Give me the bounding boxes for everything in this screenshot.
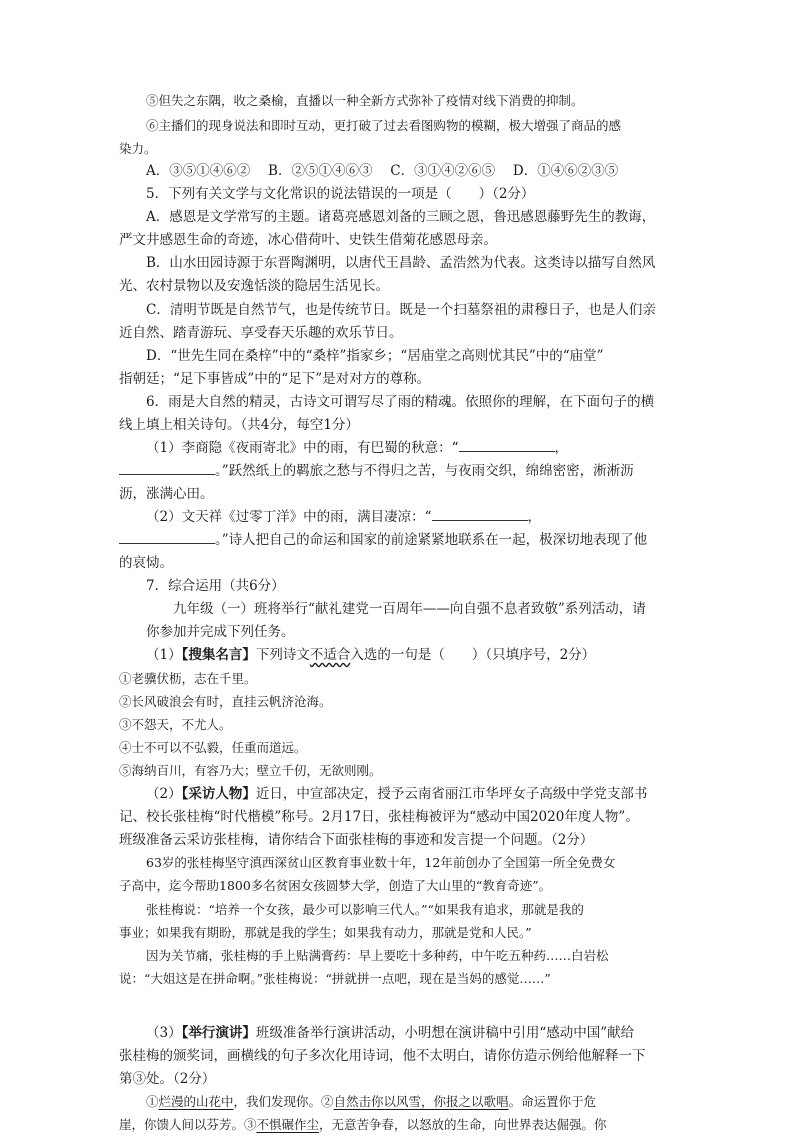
text-line: 说：“大姐这是在拼命啊。”张桂梅说：“拼就拼一点吧，现在是当妈的感觉……” bbox=[119, 971, 551, 986]
quote-line bbox=[146, 1091, 596, 1113]
text-line: B．山水田园诗源于东晋陶渊明，以唐代王昌龄、孟浩然为代表。这类诗以描写自然风 bbox=[146, 255, 656, 271]
text-line: 子高中，迄今帮助1800多名贫困女孩圆梦大学，创造了大山里的“教育奇迹”。 bbox=[119, 878, 552, 893]
answer-blank[interactable] bbox=[119, 460, 215, 475]
fill-line bbox=[146, 437, 568, 459]
task-number: （2） bbox=[146, 786, 182, 802]
text-line: 班级准备云采访张桂梅，请你结合下面张桂梅的事迹和发言提一个问题。（2分） bbox=[119, 832, 594, 848]
fill-prompt: （2）文天祥《过零丁洋》中的雨，满目凄凉：“ bbox=[146, 509, 432, 525]
list-item: ④士不可以不弘毅，任重而道远。 bbox=[119, 740, 307, 755]
text-line: D．“世先生同在桑梓”中的“桑梓”指家乡；“居庙堂之高则忧其民”中的“庙堂” bbox=[146, 348, 604, 364]
text-line: 沥，涨满心田。 bbox=[119, 486, 214, 502]
task-heading: 【搜集名言】 bbox=[181, 647, 256, 663]
text-line: ⑤但失之东隅，收之桑榆，直播以一种全新方式弥补了疫情对线下消费的抑制。 bbox=[146, 93, 584, 108]
task-text: 入选的一句是（ ）（只填序号，2分） bbox=[350, 647, 596, 663]
text-line: 光、农村景物以及安逸恬淡的隐居生活见长。 bbox=[119, 278, 389, 294]
text-line: 严文井感恩生命的奇迹，冰心借荷叶、史铁生借菊花感恩母亲。 bbox=[119, 232, 497, 248]
fill-line bbox=[119, 460, 634, 482]
quote-line bbox=[119, 1114, 607, 1136]
text-line: 你参加并完成下列任务。 bbox=[146, 624, 295, 640]
task-text: 下列诗文 bbox=[255, 647, 310, 663]
list-item: ①老骥伏枥，志在千里。 bbox=[119, 671, 257, 686]
underlined-phrase: 烂漫的山花中 bbox=[158, 1094, 234, 1109]
quote-text: ，无意苦争春，以怒放的生命，向世界表达倔强。你 bbox=[319, 1117, 607, 1132]
task-1-line bbox=[146, 644, 595, 666]
option-line: A．③⑤①④⑥② B．②⑤①④⑥③ C．③①④②⑥⑤ D．①④⑥②③⑤ bbox=[146, 163, 619, 179]
question-7: 7．综合运用（共6分） bbox=[146, 578, 285, 594]
list-item: ②长风破浪会有时，直挂云帆济沧海。 bbox=[119, 694, 332, 709]
underlined-phrase: 不惧碾作尘 bbox=[256, 1117, 320, 1132]
answer-blank[interactable] bbox=[432, 506, 528, 521]
punctuation: ， bbox=[527, 509, 541, 525]
quote-text: 崖，你馈人间以芬芳。③ bbox=[119, 1117, 257, 1132]
text-line: 63岁的张桂梅坚守滇西深贫山区教育事业数十年，12年前创办了全国第一所全免费女 bbox=[146, 855, 616, 870]
text-line: 的哀恸。 bbox=[119, 555, 173, 571]
question-6: 6．雨是大自然的精灵，古诗文可谓写尽了雨的精魂。依照你的理解，在下面句子的横 bbox=[146, 394, 655, 410]
text-line: 张桂梅的颁奖词，画横线的句子多次化用诗词，他不太明白，请你仿造示例给他解释一下 bbox=[119, 1048, 646, 1064]
question-5: 5．下列有关文学与文化常识的说法错误的一项是（ ）（2分） bbox=[146, 186, 535, 202]
text-line: 因为关节痛，张桂梅的手上贴满膏药：早上要吃十多种药，中午吃五种药……白岩松 bbox=[146, 948, 609, 963]
text-line: 染力。 bbox=[119, 141, 157, 156]
text-line: 近自然、踏青游玩、享受春天乐趣的欢乐节日。 bbox=[119, 325, 403, 341]
list-item: ③不怨天，不尤人。 bbox=[119, 717, 232, 732]
text-line: A．感恩是文学常写的主题。诸葛亮感恩刘备的三顾之恩，鲁迅感恩藤野先生的教诲， bbox=[146, 209, 656, 225]
text-line: 事业；如果我有期盼，那就是我的学生；如果我有动力，那就是党和人民。” bbox=[119, 925, 532, 940]
task-number: （1） bbox=[146, 647, 182, 663]
task-text: 班级准备举行演讲活动，小明想在演讲稿中引用“感动中国”献给 bbox=[255, 1025, 635, 1041]
fill-prompt: （1）李商隐《夜雨寄北》中的雨，有巴蜀的秋意：“ bbox=[146, 440, 459, 456]
quote-text: ① bbox=[146, 1094, 159, 1109]
quote-text: 。命运置你于危 bbox=[508, 1094, 597, 1109]
fill-text: 。”诗人把自己的命运和国家的前途紧紧地联系在一起，极深切地表现了他 bbox=[215, 532, 648, 548]
punctuation: ， bbox=[554, 440, 568, 456]
answer-blank[interactable] bbox=[459, 437, 555, 452]
quote-text: ，我们发现你。② bbox=[233, 1094, 334, 1109]
text-line: 记、校长张桂梅“时代楷模”称号。2月17日，张桂梅被评为“感动中国2020年度人物”。 bbox=[119, 809, 639, 825]
text-line: 指朝廷；“足下事皆成”中的“足下”是对对方的尊称。 bbox=[119, 371, 431, 387]
task-number: （3） bbox=[146, 1025, 182, 1041]
fill-line bbox=[146, 506, 541, 528]
text-line: ⑥主播们的现身说法和即时互动，更打破了过去看图购物的模糊，极大增强了商品的感 bbox=[146, 118, 622, 133]
task-3-line bbox=[146, 1022, 634, 1044]
task-heading: 【举行演讲】 bbox=[181, 1025, 256, 1041]
task-text: 近日，中宣部决定，授予云南省丽江市华坪女子高级中学党支部书 bbox=[255, 786, 648, 802]
task-2-line bbox=[146, 783, 647, 805]
answer-blank[interactable] bbox=[119, 529, 215, 544]
text-line: 线上填上相关诗句。（共4分，每空1分） bbox=[119, 417, 359, 433]
text-line: 九年级（一）班将举行“献礼建党一百周年——向自强不息者致敬”系列活动，请 bbox=[173, 601, 646, 617]
fill-line bbox=[119, 529, 647, 551]
task-heading: 【采访人物】 bbox=[181, 786, 256, 802]
underlined-phrase: 自然击你以风雪，你报之以歌唱 bbox=[333, 1094, 509, 1109]
text-line: 张桂梅说：“培养一个女孩，最少可以影响三代人。”“如果我有追求，那就是我的 bbox=[146, 902, 584, 917]
text-line: C．清明节既是自然节气，也是传统节日。既是一个扫墓祭祖的肃穆日子，也是人们亲 bbox=[146, 302, 656, 318]
fill-text: 。”跃然纸上的羁旅之愁与不得归之苦，与夜雨交织，绵绵密密，淅淅沥 bbox=[215, 463, 634, 479]
emphasis-text: 不适合 bbox=[309, 647, 351, 663]
list-item: ⑤海纳百川，有容乃大；壁立千仞，无欲则刚。 bbox=[119, 763, 382, 778]
text-line: 第③处。（2分） bbox=[119, 1071, 216, 1087]
